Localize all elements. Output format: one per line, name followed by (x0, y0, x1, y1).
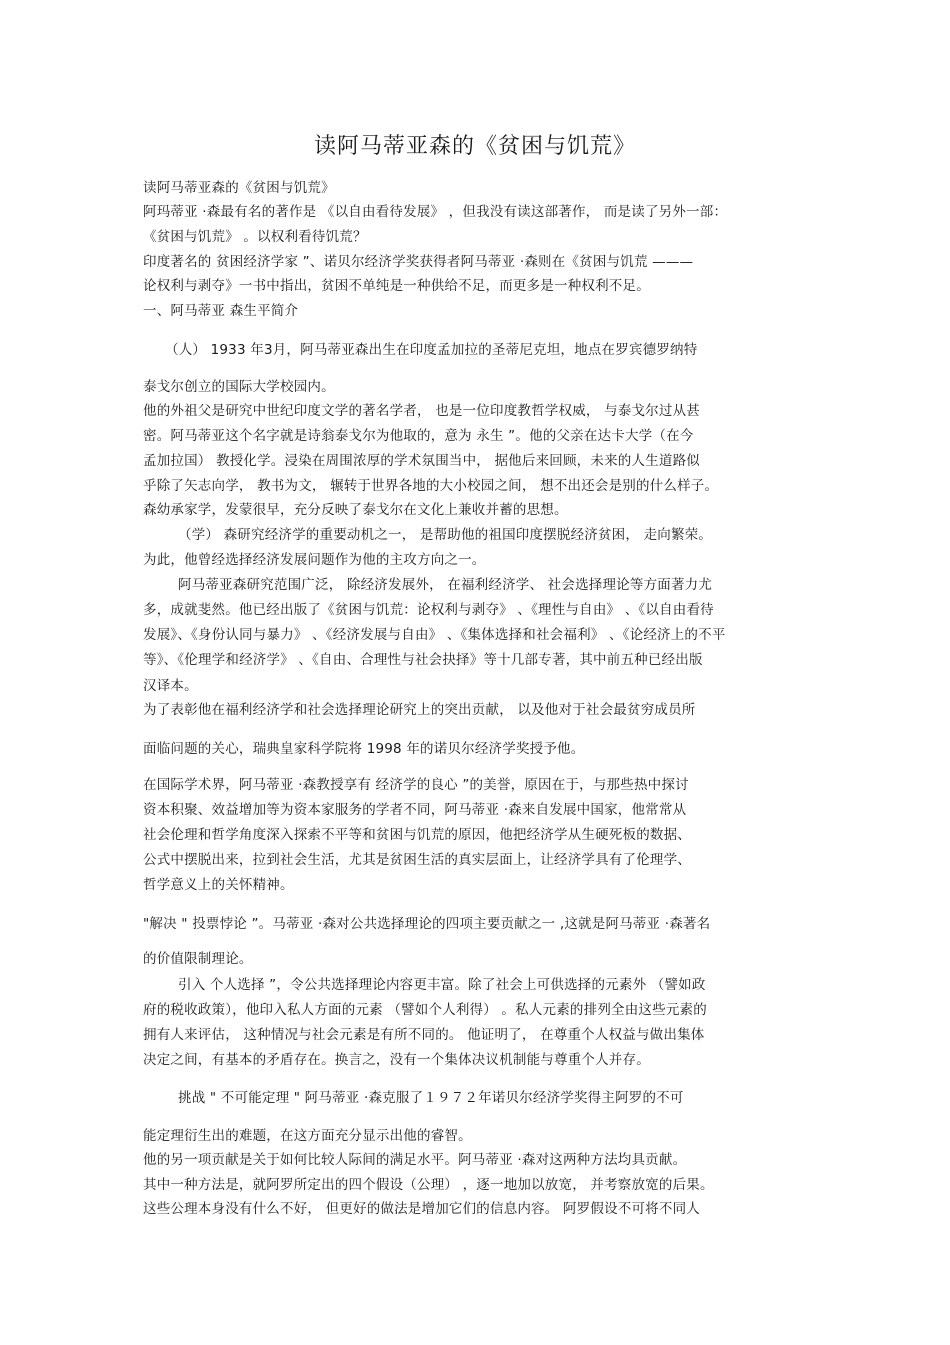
text-line: 森幼承家学，发蒙很早，充分反映了泰戈尔在文化上兼收并蓄的思想。 (143, 502, 568, 518)
text-line: 他的另一项贡献是关于如何比较人际间的满足水平。阿马蒂亚 ·森对这两种方法均具贡献。 (143, 1152, 687, 1168)
text-line: 发展》、《身份认同与暴力》 、《经济发展与自由》 、《集体选择和社会福利》 、《论经济上的不平 (143, 627, 726, 643)
text-line: 阿马蒂亚森研究范围广泛， 除经济发展外， 在福利经济学、 社会选择理论等方面著力尤 (178, 577, 713, 593)
text-line: 为了表彰他在福利经济学和社会选择理论研究上的突出贡献， 以及他对于社会最贫穷成员所 (143, 702, 696, 718)
text-line: （学） 森研究经济学的重要动机之一， 是帮助他的祖国印度摆脱经济贫困， 走向繁荣。 (178, 527, 713, 543)
text-line: 的价值限制理论。 (143, 951, 253, 967)
text-line: （人） 1933 年3月，阿马蒂亚森出生在印度孟加拉的圣蒂尼克坦，地点在罗宾德罗纳特 (165, 342, 698, 358)
text-line: 挑战 " 不可能定理 " 阿马蒂亚 ·森克服了１９７２年诺贝尔经济学奖得主阿罗的不可 (178, 1090, 684, 1106)
text-line: 汉译本。 (143, 678, 198, 694)
text-line: 密。阿马蒂亚这个名字就是诗翁泰戈尔为他取的，意为 永生 ”。他的父亲在达卡大学（在今 (143, 428, 694, 444)
text-line: 其中一种方法是，就阿罗所定出的四个假设（公理） ，逐一地加以放宽， 并考察放宽的后果。 (143, 1177, 714, 1193)
text-line: 在国际学术界，阿马蒂亚 ·森教授享有 经济学的良心 ”的美誉，原因在于，与那些热中探讨 (143, 777, 689, 793)
text-line: 等》、《伦理学和经济学》 、《自由、合理性与社会抉择》等十几部专著，其中前五种已经出版 (143, 652, 703, 668)
text-line: 乎除了矢志向学， 教书为文， 辗转于世界各地的大小校园之间， 想不出还会是别的什么样子。 (143, 478, 719, 494)
text-line: 他的外祖父是研究中世纪印度文学的著名学者， 也是一位印度教哲学权威， 与泰戈尔过从甚 (143, 403, 700, 419)
document-title: 读阿马蒂亚森的《贫困与饥荒》 (313, 134, 636, 159)
text-line: 拥有人来评估， 这种情况与社会元素是有所不同的。 他证明了， 在尊重个人权益与做出集体 (143, 1027, 705, 1043)
text-line: 印度著名的 贫困经济学家 ”、诺贝尔经济学奖获得者阿马蒂亚 ·森则在《贫困与饥荒 ——— (143, 254, 694, 270)
text-line: 这些公理本身没有什么不好， 但更好的做法是增加它们的信息内容。 阿罗假设不可将不同人 (143, 1201, 700, 1217)
text-line: 能定理衍生出的难题，在这方面充分显示出他的睿智。 (143, 1128, 472, 1144)
text-line: "解决 " 投票悖论 ”。马蒂亚 ·森对公共选择理论的四项主要贡献之一 ,这就是阿马蒂亚 ·森著名 (143, 916, 711, 932)
text-line: 为此，他曾经选择经济发展问题作为他的主攻方向之一。 (143, 552, 486, 568)
text-line: 社会伦理和哲学角度深入探索不平等和贫困与饥荒的原因，他把经济学从生硬死板的数据、 (143, 827, 691, 843)
text-line: 哲学意义上的关怀精神。 (143, 877, 294, 893)
text-line: 论权利与剥夺》一书中指出，贫困不单纯是一种供给不足，而更多是一种权利不足。 (143, 278, 650, 294)
text-line: 泰戈尔创立的国际大学校园内。 (143, 379, 335, 395)
text-line: 阿玛蒂亚 ·森最有名的著作是 《以自由看待发展》 ，但我没有读这部著作， 而是读了另外一部： (143, 204, 728, 220)
text-line: 公式中摆脱出来，拉到社会生活，尤其是贫困生活的真实层面上，让经济学具有了伦理学、 (143, 852, 691, 868)
text-line: 面临问题的关心，瑞典皇家科学院将 1998 年的诺贝尔经济学奖授予他。 (143, 741, 585, 757)
text-line: 孟加拉国） 教授化学。浸染在周围浓厚的学术氛围当中， 据他后来回顾，未来的人生道路似 (143, 453, 700, 469)
text-line: 引入 个人选择 ”，令公共选择理论内容更丰富。除了社会上可供选择的元素外 （譬如政 (178, 977, 706, 993)
text-line: 决定之间，有基本的矛盾存在。换言之，没有一个集体决议机制能与尊重个人并存。 (143, 1052, 650, 1068)
text-line: 《贫困与饥荒》 。以权利看待饥荒？ (143, 229, 367, 245)
text-line: 读阿马蒂亚森的《贫困与饥荒》 (143, 180, 335, 196)
text-line: 多，成就斐然。他已经出版了《贫困与饥荒：论权利与剥夺》 、《理性与自由》 、《以自由看待 (143, 602, 714, 618)
section-heading: 一、阿马蒂亚 森生平简介 (143, 303, 299, 319)
text-line: 资本积聚、效益增加等为资本家服务的学者不同，阿马蒂亚 ·森来自发展中国家，他常常从 (143, 802, 687, 818)
text-line: 府的税收政策），他印入私人方面的元素 （譬如个人利得） 。私人元素的排列全由这些元素的 (143, 1002, 707, 1018)
